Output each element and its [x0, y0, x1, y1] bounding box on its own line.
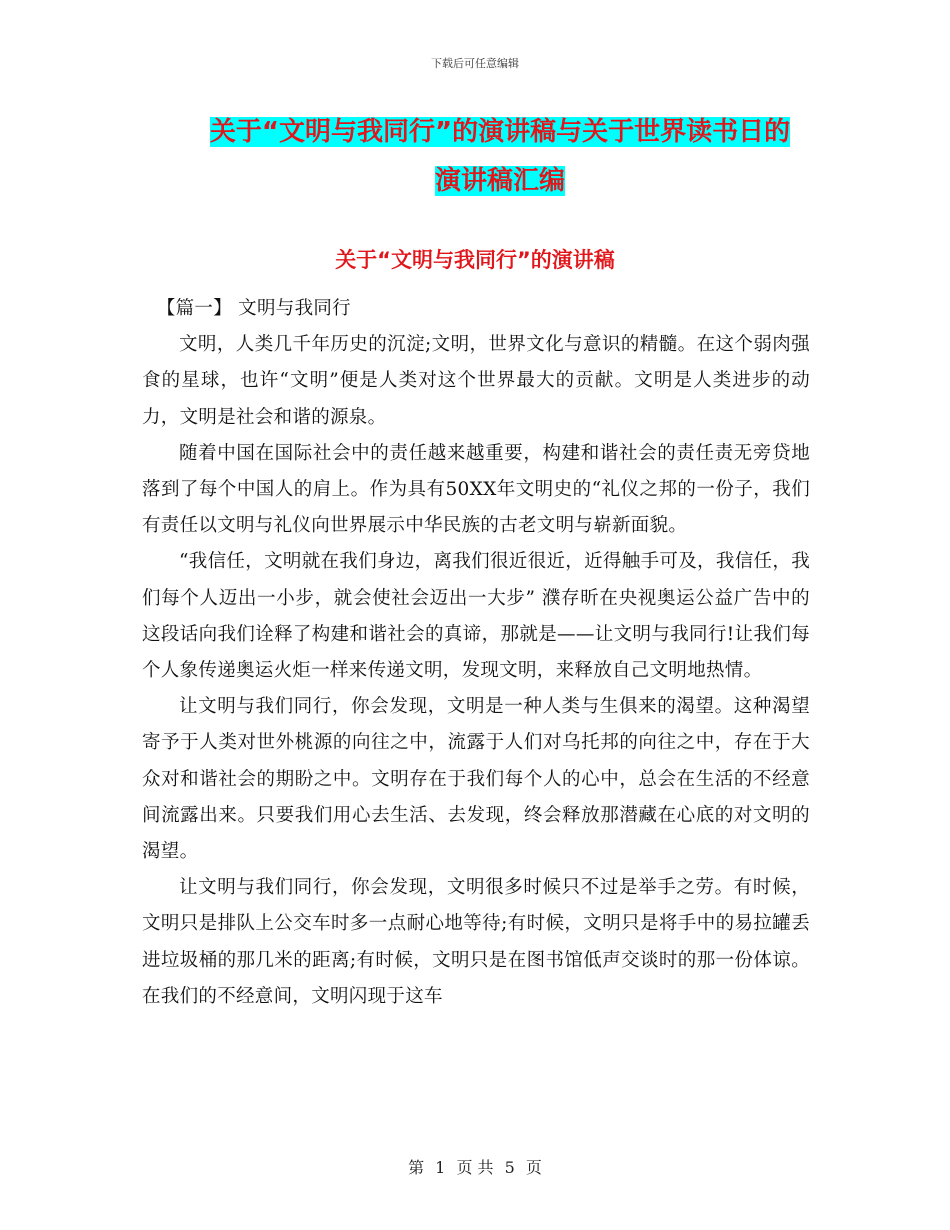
footer-total-pages: 5	[504, 1158, 515, 1177]
piece-heading: 【篇一】 文明与我同行	[156, 298, 351, 319]
header-note: 下载后可任意编辑	[431, 57, 519, 70]
footer-suffix: 页	[525, 1158, 542, 1177]
footer-page-number: 1	[435, 1158, 446, 1177]
page-footer	[0, 1155, 950, 1178]
footer-mid: 页 共	[456, 1158, 494, 1177]
main-title-line1: 关于“文明与我同行”的演讲稿与关于世界读书日的	[209, 117, 791, 147]
paragraph: “我信任，文明就在我们身边，离我们很近很近，近得触手可及，我信任，我们每个人迈出一小步，就会使社会迈出一大步” 濮存昕在央视奥运公益广告中的这段话向我们诠释了构建和谐社会的真谛，那就是——让文明与我同行!让我们每个人象传递奥运火炬一样来传递文明，发现文明，来释放自己文明地热情。	[142, 551, 810, 682]
paragraph: 让文明与我们同行，你会发现，文明很多时候只不过是举手之劳。有时候，文明只是排队上公交车时多一点耐心地等待;有时候，文明只是将手中的易拉罐丢进垃圾桶的那几米的距离;有时候，文明只是在图书馆低声交谈时的那一份体谅。在我们的不经意间，文明闪现于这车	[142, 877, 810, 1007]
paragraph: 随着中国在国际社会中的责任越来越重要，构建和谐社会的责任责无旁贷地落到了每个中国人的肩上。作为具有50XX年文明史的“礼仪之邦的一份子，我们有责任以文明与礼仪向世界展示中华民族的古老文明与崭新面貌。	[142, 442, 810, 537]
paragraph: 让文明与我们同行，你会发现，文明是一种人类与生俱来的渴望。这种渴望寄予于人类对世外桃源的向往之中，流露于人们对乌托邦的向往之中，存在于大众对和谐社会的期盼之中。文明存在于我们每个人的心中，总会在生活的不经意间流露出来。只要我们用心去生活、去发现，终会释放那潜藏在心底的对文明的渴望。	[142, 696, 810, 863]
body-text	[142, 291, 810, 1015]
footer-prefix: 第	[408, 1158, 425, 1177]
paragraph: 文明，人类几千年历史的沉淀;文明，世界文化与意识的精髓。在这个弱肉强食的星球，也许“文明”便是人类对这个世界最大的贡献。文明是人类进步的动力，文明是社会和谐的源泉。	[142, 334, 810, 428]
main-title	[140, 108, 860, 206]
section-title: 关于“文明与我同行”的演讲稿	[335, 248, 615, 272]
main-title-line2: 演讲稿汇编	[434, 166, 565, 196]
